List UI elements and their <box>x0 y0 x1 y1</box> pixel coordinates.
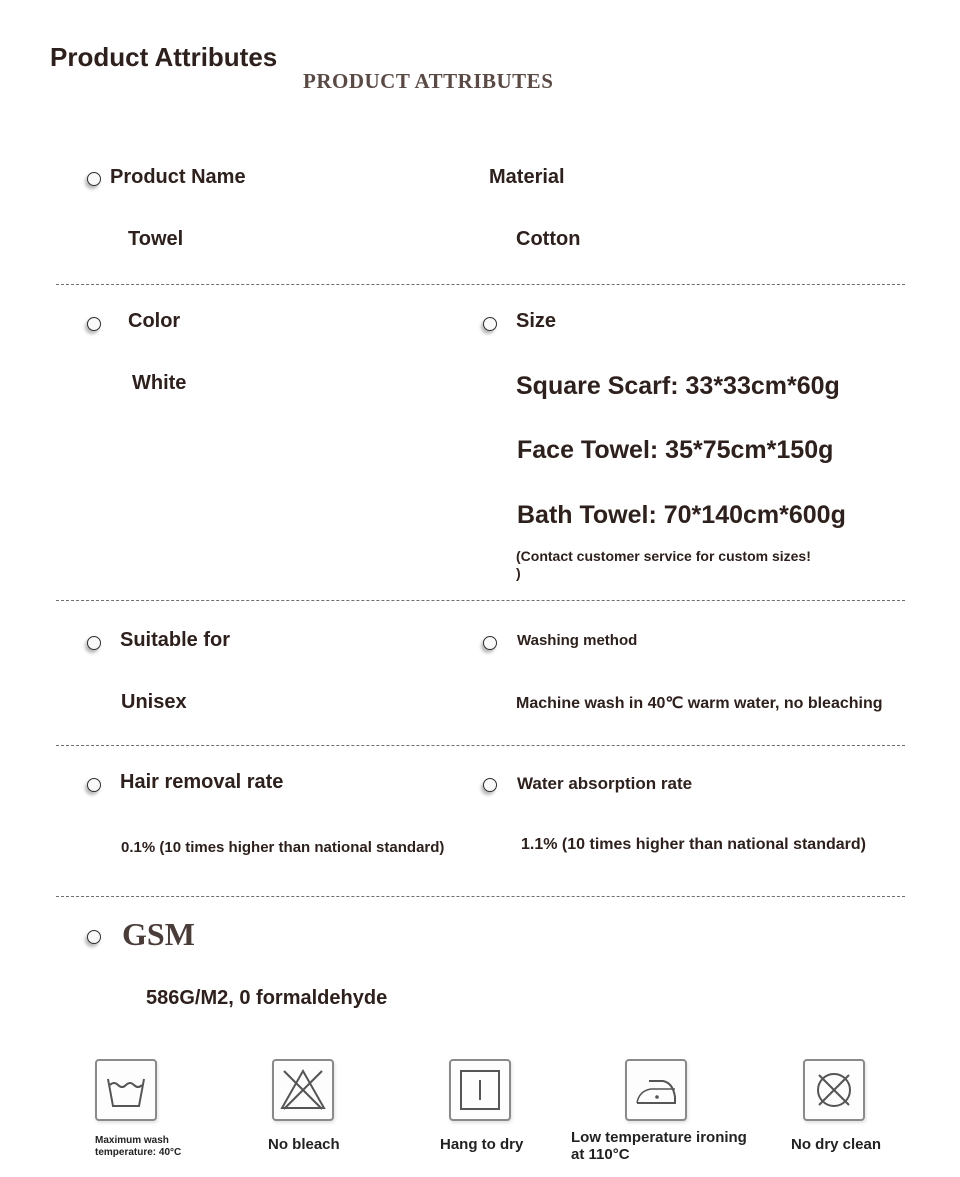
low-iron-icon <box>625 1059 687 1121</box>
washing-method-value: Machine wash in 40℃ warm water, no bleaching <box>516 695 883 712</box>
low-iron-label <box>571 1129 747 1163</box>
bullet-icon <box>87 778 101 792</box>
page-title: Product Attributes <box>50 42 278 72</box>
section-divider <box>56 896 905 897</box>
hair-removal-rate-value: 0.1% (10 times higher than national standard) <box>121 839 445 856</box>
hang-dry-label: Hang to dry <box>440 1136 524 1153</box>
product-name-label: Product Name <box>110 166 246 188</box>
bullet-icon <box>87 930 101 944</box>
wash-label-line1: Maximum wash <box>95 1135 169 1146</box>
product-name-value: Towel <box>128 228 184 250</box>
washing-method-label: Washing method <box>517 632 638 649</box>
bullet-icon <box>483 636 497 650</box>
size-label: Size <box>516 310 557 332</box>
section-divider <box>56 745 905 746</box>
bullet-icon <box>87 317 101 331</box>
gsm-label: GSM <box>122 916 195 952</box>
water-absorption-rate-value: 1.1% (10 times higher than national standard) <box>521 836 866 853</box>
bullet-icon <box>87 636 101 650</box>
gsm-value: 586G/M2, 0 formaldehyde <box>146 987 388 1009</box>
size-face-towel: Face Towel: 35*75cm*150g <box>517 436 834 464</box>
hang-dry-icon <box>449 1059 511 1121</box>
low-iron-label-line2: at 110°C <box>571 1146 630 1163</box>
size-square-scarf: Square Scarf: 33*33cm*60g <box>516 372 840 400</box>
material-label: Material <box>489 166 565 188</box>
color-value: White <box>132 372 187 394</box>
size-note-line2: ) <box>516 565 521 581</box>
material-value: Cotton <box>516 228 581 250</box>
suitable-for-label: Suitable for <box>120 629 231 651</box>
no-dry-clean-label: No dry clean <box>791 1136 882 1153</box>
hair-removal-rate-label: Hair removal rate <box>120 771 284 793</box>
low-iron-label-line1: Low temperature ironing <box>571 1129 747 1146</box>
section-divider <box>56 284 905 285</box>
size-bath-towel: Bath Towel: 70*140cm*600g <box>517 501 846 529</box>
suitable-for-value: Unisex <box>121 691 187 713</box>
page-subtitle: PRODUCT ATTRIBUTES <box>303 69 554 93</box>
no-bleach-icon <box>272 1059 334 1121</box>
wash-tub-icon <box>95 1059 157 1121</box>
wash-label-line2: temperature: 40°C <box>95 1147 182 1158</box>
water-absorption-rate-label: Water absorption rate <box>517 774 693 793</box>
bullet-icon <box>483 317 497 331</box>
wash-temperature-label <box>95 1135 181 1159</box>
section-divider <box>56 600 905 601</box>
bullet-icon <box>87 172 101 186</box>
no-bleach-label: No bleach <box>268 1136 340 1153</box>
size-note-line1: (Contact customer service for custom sizes! <box>516 548 811 564</box>
size-custom-note <box>516 548 811 582</box>
color-label: Color <box>128 310 181 332</box>
bullet-icon <box>483 778 497 792</box>
no-dry-clean-icon <box>803 1059 865 1121</box>
